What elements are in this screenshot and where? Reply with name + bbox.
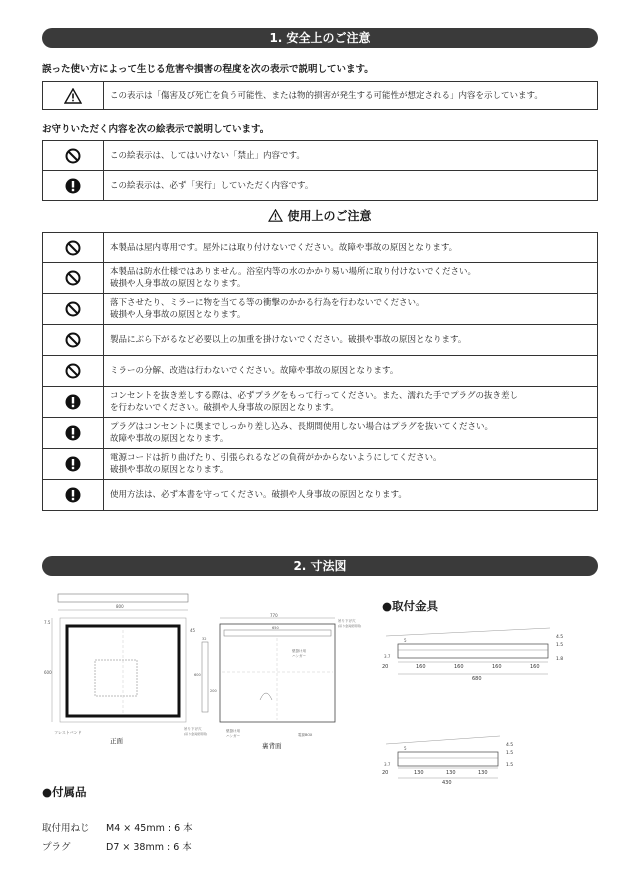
usage-row <box>43 449 598 480</box>
bracket-bottom-left: 20 <box>382 770 389 776</box>
usage-row <box>43 233 598 263</box>
bracket-top-left: 20 <box>382 664 389 670</box>
accessory-name: プラグ <box>42 842 71 853</box>
section1-title: 1. 安全上のご注意 <box>42 28 598 48</box>
usage-text: 破損や事故の原因となります。 <box>110 465 229 475</box>
prohibited-icon <box>43 263 104 294</box>
usage-table <box>42 232 598 511</box>
prohibited-icon <box>43 294 104 325</box>
bracket-bottom-height: 3.7 <box>384 762 391 767</box>
usage-title-text: 使用上のご注意 <box>287 209 372 223</box>
usage-text: 電源コードは折り曲げたり、引張られるなどの負荷がかからないようにしてください。 <box>110 453 442 463</box>
back-note: 壁掛け用 <box>292 649 306 653</box>
usage-text: 破損や人身事故の原因となります。 <box>110 279 246 289</box>
bracket-bottom-seg: 130 <box>446 770 456 776</box>
usage-row <box>43 480 598 511</box>
usage-text: 落下させたり、ミラーに物を当てる等の衝撃のかかる行為を行わないでください。 <box>110 298 425 308</box>
accessory-item <box>42 839 192 853</box>
usage-text: を行わないでください。破損や人身事故の原因となります。 <box>110 403 339 413</box>
bracket-top-seg: 160 <box>454 664 464 670</box>
bracket-top-drawing <box>380 624 600 690</box>
mandatory-icon <box>43 418 104 449</box>
usage-text: 製品にぶら下がるなど必要以上の加重を掛けないでください。破損や事故の原因となります。 <box>110 335 467 345</box>
section1-intro: 誤った使い方によって生じる危害や損害の程度を次の表示で説明しています。 <box>42 64 374 75</box>
back-height-label: 600 <box>194 673 201 677</box>
front-frame-label: 45 <box>190 628 196 633</box>
accessory-spec: M4 × 45mm : 6 本 <box>106 823 193 834</box>
warning-triangle-icon <box>43 82 104 110</box>
back-width-label: 770 <box>270 613 278 618</box>
bracket-top-height: 3.7 <box>384 654 391 659</box>
usage-text: ミラーの分解、改造は行わないでください。故障や事故の原因となります。 <box>110 366 399 376</box>
usage-row <box>43 387 598 418</box>
prohibited-icon <box>43 356 104 387</box>
legend-prohibited-text: この絵表示は、してはいけない「禁止」内容です。 <box>104 141 598 171</box>
warning-text: この表示は「傷害及び死亡を負う可能性、または物的損害が発生する可能性が想定される」内容を示しています。 <box>104 82 598 110</box>
bracket-bottom-seg: 130 <box>478 770 488 776</box>
back-note: ハンガー <box>226 734 240 738</box>
accessory-spec: D7 × 38mm : 6 本 <box>106 842 192 853</box>
back-view-drawing <box>180 612 375 752</box>
back-note: 吊り下げ穴 <box>184 727 202 731</box>
legend-table <box>42 140 598 201</box>
usage-text: 使用方法は、必ず本書を守ってください。破損や人身事故の原因となります。 <box>110 490 407 500</box>
bracket-bottom-right: 4.5 <box>506 743 514 748</box>
accessory-item <box>42 820 193 834</box>
usage-text: 本製品は屋内専用です。屋外には取り付けないでください。故障や事故の原因となります。 <box>110 242 458 253</box>
bracket-top-total: 680 <box>472 676 482 682</box>
prohibited-icon <box>43 233 104 263</box>
mandatory-icon <box>43 449 104 480</box>
accessories-title: ●付属品 <box>42 785 87 799</box>
back-note: (吊り金具使用用) <box>338 624 362 628</box>
back-note: ハンガー <box>292 654 306 658</box>
usage-text: プラグはコンセントに奥までしっかり差し込み、長期間使用しない場合はプラグを抜いてください。 <box>110 422 494 432</box>
front-side-label: 7.5 <box>44 620 51 625</box>
warning-table <box>42 81 598 110</box>
section2-title: 2. 寸法図 <box>42 556 598 576</box>
usage-row <box>43 263 598 294</box>
front-width-label: 800 <box>116 604 124 609</box>
mandatory-icon <box>43 480 104 511</box>
back-note: 電源BOX <box>298 733 313 737</box>
prohibited-icon <box>43 141 104 171</box>
mandatory-icon <box>43 387 104 418</box>
usage-text: 破損や人身事故の原因となります。 <box>110 310 246 320</box>
bracket-top-hole: 5 <box>404 638 407 643</box>
bracket-top-seg: 160 <box>416 664 426 670</box>
mandatory-icon <box>43 171 104 201</box>
warning-triangle-icon <box>268 209 283 222</box>
front-note: フレストバンド <box>54 730 82 735</box>
front-height-label: 600 <box>44 670 52 675</box>
usage-row <box>43 356 598 387</box>
bracket-top-right: 4.5 <box>556 635 564 640</box>
bracket-bottom-seg: 130 <box>414 770 424 776</box>
back-left-label: 200 <box>210 689 217 693</box>
usage-row <box>43 294 598 325</box>
prohibited-icon <box>43 325 104 356</box>
back-depth-label: 32 <box>202 637 207 641</box>
bracket-top-right: 1.5 <box>556 643 564 648</box>
usage-text: 故障や事故の原因となります。 <box>110 434 229 444</box>
bracket-bottom-right: 1.5 <box>506 751 514 756</box>
section1-intro2: お守りいただく内容を次の絵表示で説明しています。 <box>42 124 270 135</box>
usage-row <box>43 418 598 449</box>
back-note: 壁掛け用 <box>226 729 240 733</box>
usage-text: コンセントを抜き差しする際は、必ずプラグをもって行ってください。また、濡れた手でプラグの抜き差し <box>110 391 519 401</box>
bracket-top-seg: 160 <box>492 664 502 670</box>
accessory-name: 取付用ねじ <box>42 823 90 834</box>
usage-row <box>43 325 598 356</box>
usage-title <box>0 207 640 224</box>
bracket-bottom-hole: 5 <box>404 746 407 751</box>
bracket-top-seg: 160 <box>530 664 540 670</box>
bracket-bottom-drawing <box>380 732 600 792</box>
front-view-label: 正面 <box>110 737 123 745</box>
back-note: (吊り金具使用用) <box>184 732 208 736</box>
back-view-label: 裏背面 <box>262 742 282 750</box>
back-note: 吊り下げ穴 <box>338 619 356 623</box>
bracket-bottom-right: 1.5 <box>506 763 514 768</box>
mount-title: ●取付金具 <box>382 599 439 613</box>
legend-mandatory-text: この絵表示は、必ず「実行」していただく内容です。 <box>104 171 598 201</box>
usage-text: 本製品は防水仕様ではありません。浴室内等の水のかかり易い場所に取り付けないでください。 <box>110 267 477 277</box>
bracket-top-right: 1.8 <box>556 657 564 662</box>
bracket-bottom-total: 430 <box>442 780 452 786</box>
back-inner-label: 650 <box>272 626 279 630</box>
